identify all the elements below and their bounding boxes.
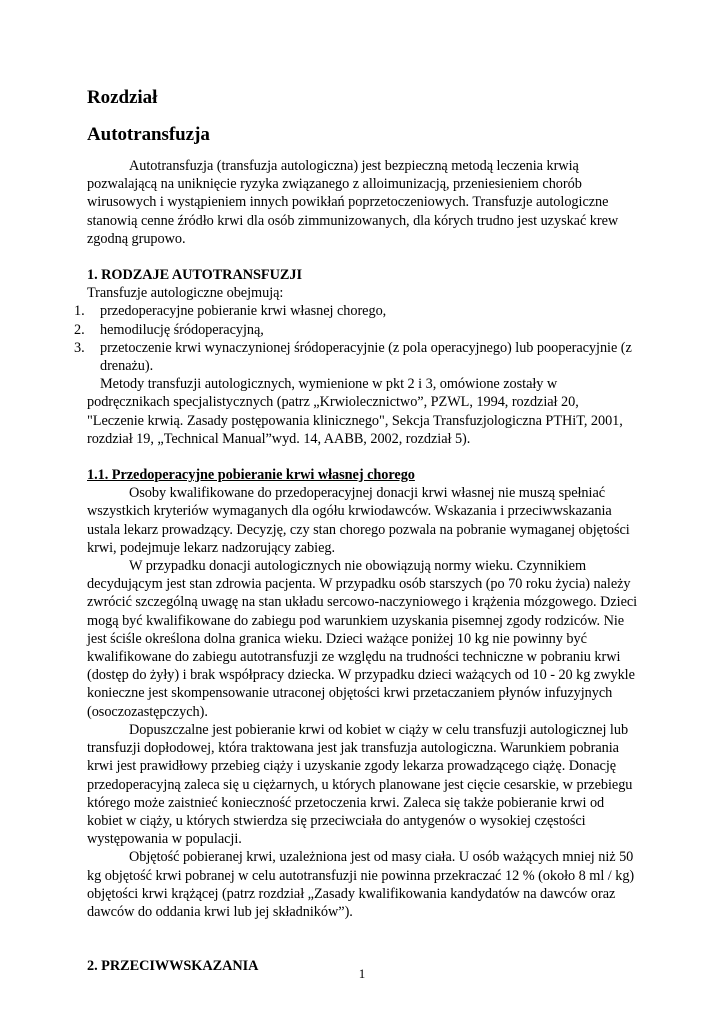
page-content <box>74 86 639 975</box>
transfusion-types-list <box>74 302 639 375</box>
list-item <box>74 321 639 339</box>
intro-paragraph: Autotransfuzja (transfuzja autologiczna) jest bezpieczną metodą leczenia krwią pozwalającą na uniknięcie ryzyka związanego z alloimunizacją, przeniesieniem chorób wirusowych i wystąpieniem innych powikłań poprzetoczeniowych. Transfuzje autologiczne stanowią cenne źródło krwi dla osób zimmunizowanych, dla kórych trudno jest uzyskać krew zgodną grupowo. <box>87 158 619 247</box>
age-paragraph: W przypadku donacji autologicznych nie obowiązują normy wieku. Czynnikiem decydującym jest stan zdrowia pacjenta. W przypadku osób starszych (po 70 roku życia) należy zwrócić szczególną uwagę na stan układu sercowo-naczyniowego i krążenia mózgowego. Dzieci mogą być kwalifikowane do zabiegu pod warunkiem uzyskania pisemnej zgody rodziców. Nie jest ściśle określona dolna granica wieku. Dzieci ważące poniżej 10 kg nie powinny być kwalifikowane do zabiegu autotransfuzji ze względu na trudności techniczne w pobraniu krwi (dostęp do żyły) i brak współpracy dziecka. W przypadku dzieci ważących od 10 - 20 kg zwykle konieczne jest skompensowanie utraconej objętości krwi przetaczaniem płynów infuzyjnych (osoczozastępczych). <box>87 558 638 720</box>
list-item <box>74 302 639 320</box>
chapter-label: Rozdział <box>87 87 158 108</box>
chapter-title: Autotransfuzja <box>87 124 210 145</box>
spacer <box>87 248 639 266</box>
qualification-paragraph: Osoby kwalifikowane do przedoperacyjnej donacji krwi własnej nie muszą spełniać wszystkich kryteriów wymaganych dla ogółu krwiodawców. Wskazania i przeciwwskazania ustala lekarz prowadzący. Decyzję, czy stan chorego pozwala na pobranie wymaganej objętości krwi, podejmuje lekarz nadzorujący zabieg. <box>87 485 630 556</box>
page-number: 1 <box>358 966 366 981</box>
section-1-1-heading: 1.1. Przedoperacyjne pobieranie krwi własnej chorego <box>87 467 415 484</box>
spacer <box>87 921 639 939</box>
spacer <box>87 939 639 957</box>
list-item <box>74 339 639 375</box>
list-item-text: przetoczenie krwi wynaczynionej śródoperacyjnie (z pola operacyjnego) lub pooperacyjnie (z drenażu). <box>100 339 632 375</box>
spacer <box>87 448 639 466</box>
list-item-number: 1. <box>74 303 85 320</box>
section-1-heading: 1. RODZAJE AUTOTRANSFUZJI <box>87 267 302 284</box>
list-item-text: przedoperacyjne pobieranie krwi własnej chorego, <box>100 303 387 320</box>
section-1-lead: Transfuzje autologiczne obejmują: <box>87 285 284 302</box>
methods-paragraph: Metody transfuzji autologicznych, wymienione w pkt 2 i 3, omówione zostały w podręcznikach specjalistycznych (patrz „Krwiolecznictwo”, PZWL, 1994, rozdział 20, "Leczenie krwią. Zasady postępowania klinicznego", Sekcja Transfuzjologiczna PTHiT, 2001, rozdział 19, „Technical Manual”wyd. 14, AABB, 2002, rozdział 5). <box>87 376 623 447</box>
list-item-number: 2. <box>74 321 85 338</box>
list-item-number: 3. <box>74 339 85 356</box>
list-item-text: hemodilucję śródoperacyjną, <box>100 321 264 338</box>
section-2-heading: 2. PRZECIWWSKAZANIA <box>87 958 259 975</box>
volume-paragraph: Objętość pobieranej krwi, uzależniona jest od masy ciała. U osób ważących mniej niż 50 kg objętość krwi pobranej w celu autotransfuzji nie powinna przekraczać 12 % (około 8 ml / kg) objętości krwi krążącej (patrz rozdział „Zasady kwalifikowania kandydatów na dawców oraz dawców do oddania krwi lub jej składników”). <box>87 849 635 920</box>
pregnancy-paragraph: Dopuszczalne jest pobieranie krwi od kobiet w ciąży w celu transfuzji autologicznej lub transfuzji dopłodowej, która traktowana jest jak transfuzja autologiczna. Warunkiem pobrania krwi jest prawidłowy przebieg ciąży i uzyskanie zgody lekarza prowadzącego ciążę. Donację przedoperacyjną zaleca się u ciężarnych, u których planowane jest cięcie cesarskie, w przebiegu którego może zaistnieć konieczność przetoczenia krwi. Zaleca się także pobieranie krwi od kobiet w ciąży, u których stwierdza się przeciwciała do antygenów o wysokiej częstości występowania w populacji. <box>87 721 633 848</box>
